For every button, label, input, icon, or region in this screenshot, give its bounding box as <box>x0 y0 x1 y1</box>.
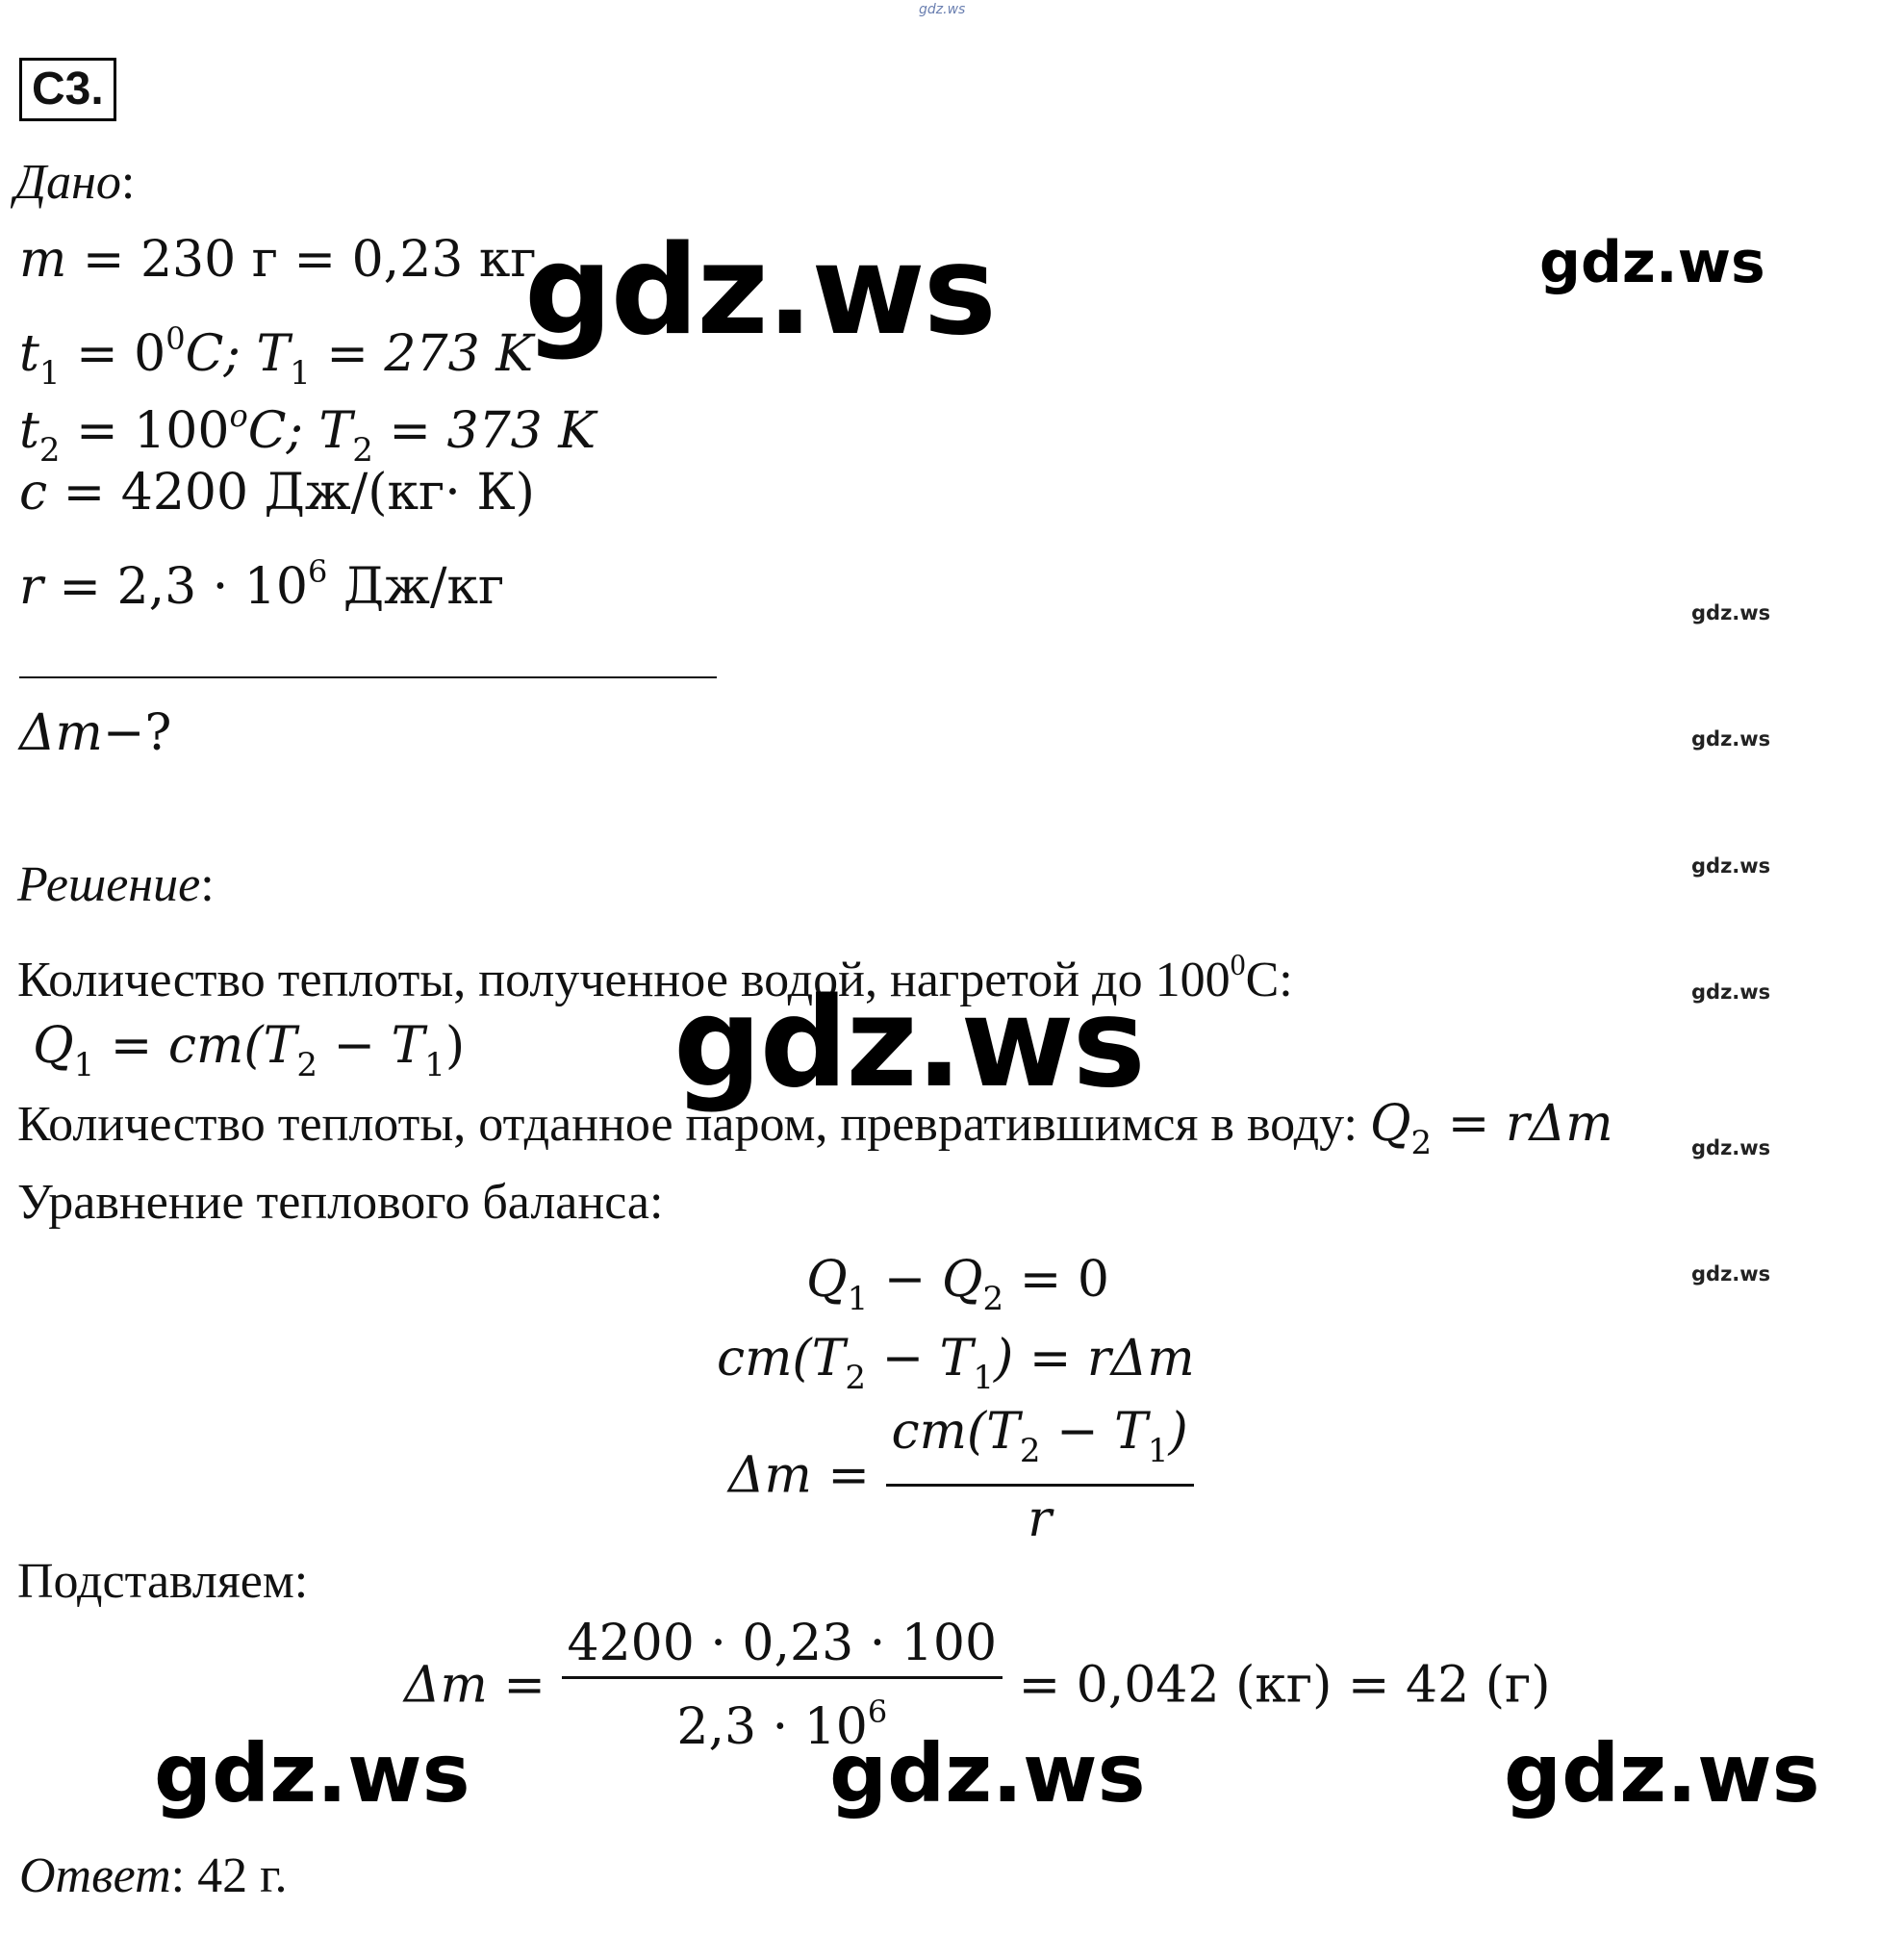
eq3-lhs: Δm = <box>728 1446 870 1505</box>
t2-sub: 2 <box>38 431 61 470</box>
given-mass-symbol: m <box>19 231 67 289</box>
t2-unit: C; <box>247 402 319 460</box>
eq1-Q1: Q <box>806 1251 848 1309</box>
answer-colon: : <box>170 1848 186 1903</box>
eq4-numerator: 4200 · 0,23 · 100 <box>562 1615 1003 1679</box>
watermark-mid-top-right: gdz.ws <box>1539 229 1765 296</box>
t2-eq: = 100 <box>76 402 230 460</box>
given-mass-value: = 230 г = 0,23 кг <box>82 231 537 289</box>
eq3-num-s2: 2 <box>1019 1432 1041 1470</box>
r-value: = 2,3 · 10 <box>59 558 308 616</box>
eq2-s2: 2 <box>845 1359 867 1397</box>
r-unit: Дж/кг <box>327 558 505 616</box>
r-exponent: 6 <box>307 553 328 590</box>
equation-expanded <box>717 1328 1195 1409</box>
given-mass <box>19 229 537 291</box>
q1-close: ) <box>444 1017 466 1075</box>
T2-value: = 373 K <box>389 402 597 460</box>
given-c <box>19 462 535 523</box>
q1-text-body: Количество теплоты, полученное водой, нагретой до 100 <box>17 953 1231 1007</box>
q2-line <box>17 1093 1613 1174</box>
q1-unit: С: <box>1245 953 1293 1007</box>
eq3-num-close: ) <box>1168 1403 1188 1461</box>
r-symbol: r <box>19 558 43 616</box>
q1-formula <box>33 1015 465 1096</box>
eq2-lhs: cm(T <box>717 1330 846 1388</box>
watermark-big-1: gdz.ws <box>524 219 995 363</box>
t2-symbol: t <box>19 402 39 460</box>
given-heading: Дано: <box>14 155 136 210</box>
solution-heading-text: Решение <box>17 857 201 912</box>
answer-label: Ответ <box>19 1848 171 1903</box>
q1-Q: Q <box>33 1017 74 1075</box>
q1-T1-sub: 1 <box>424 1046 445 1084</box>
t1-unit: C; <box>185 325 257 383</box>
watermark-small-2: gdz.ws <box>1691 727 1771 751</box>
t1-eq: = 0 <box>76 325 166 383</box>
eq2-rhs: ) = rΔm <box>994 1330 1195 1388</box>
eq3-numerator <box>886 1403 1194 1487</box>
watermark-small-3: gdz.ws <box>1691 854 1771 878</box>
q2-text: Количество теплоты, отданное паром, превратившимся в воду: <box>17 1097 1370 1152</box>
watermark-small-4: gdz.ws <box>1691 980 1771 1004</box>
q2-Q: Q <box>1369 1095 1411 1153</box>
find-suffix: −? <box>102 704 172 762</box>
equation-solved <box>728 1403 1194 1548</box>
eq3-num-s1: 1 <box>1147 1432 1169 1470</box>
eq3-fraction <box>886 1403 1194 1548</box>
t2-degree: o <box>229 397 248 434</box>
watermark-bottom-center: gdz.ws <box>829 1726 1146 1820</box>
balance-text: Уравнение теплового баланса: <box>17 1175 664 1230</box>
answer-line <box>19 1846 288 1907</box>
watermark-small-1: gdz.ws <box>1691 601 1771 624</box>
given-heading-text: Дано <box>14 155 121 210</box>
q1-mid: = cm(T <box>94 1017 297 1075</box>
t1-degree: 0 <box>165 320 186 357</box>
answer-value: 42 г. <box>185 1848 288 1903</box>
eq4-den-a: 2,3 · 10 <box>676 1698 868 1756</box>
eq4-den-exp: 6 <box>867 1693 888 1730</box>
watermark-bottom-left: gdz.ws <box>154 1726 470 1820</box>
problem-label: C3. <box>19 58 116 121</box>
t1-sub: 1 <box>38 354 61 393</box>
given-divider <box>19 676 717 678</box>
q1-Q-sub: 1 <box>73 1046 95 1084</box>
q1-T2-sub: 2 <box>296 1046 317 1084</box>
eq4-lhs: Δm = <box>404 1656 546 1715</box>
T1-symbol: T <box>256 325 291 383</box>
t1-symbol: t <box>19 325 39 383</box>
eq1-minus: − Q <box>868 1251 983 1309</box>
watermark-big-2: gdz.ws <box>673 972 1144 1115</box>
eq2-s1: 1 <box>973 1359 994 1397</box>
substitute-text: Подставляем: <box>17 1554 309 1609</box>
eq2-minus: − T <box>866 1330 974 1388</box>
q1-minus: − T <box>317 1017 425 1075</box>
T1-sub: 1 <box>290 354 311 393</box>
find-line <box>19 702 171 764</box>
eq1-s2: 2 <box>982 1280 1004 1318</box>
eq1-s1: 1 <box>847 1280 869 1318</box>
T2-symbol: T <box>318 402 353 460</box>
c-value: = 4200 Дж/(кг· К) <box>63 464 535 522</box>
T1-value: = 273 K <box>326 325 534 383</box>
watermark-small-6: gdz.ws <box>1691 1262 1771 1286</box>
solution-heading: Решение: <box>17 857 215 912</box>
watermark-bottom-right: gdz.ws <box>1504 1726 1820 1820</box>
watermark-top: gdz.ws <box>919 2 966 17</box>
eq4-rhs: = 0,042 (кг) = 42 (г) <box>1018 1656 1551 1715</box>
eq3-num-a: cm(T <box>891 1403 1020 1461</box>
eq3-num-minus: − T <box>1040 1403 1148 1461</box>
q2-Q-sub: 2 <box>1410 1124 1433 1162</box>
q2-rhs: = rΔm <box>1432 1095 1613 1153</box>
eq3-denominator: r <box>1028 1490 1053 1548</box>
T2-sub: 2 <box>352 431 373 470</box>
eq1-rhs: = 0 <box>1003 1251 1109 1309</box>
watermark-small-5: gdz.ws <box>1691 1136 1771 1159</box>
equation-balance <box>806 1249 1109 1330</box>
q1-degree: 0 <box>1230 947 1246 981</box>
c-symbol: c <box>19 464 48 522</box>
find-symbol: Δm <box>19 704 103 762</box>
given-r <box>19 541 504 618</box>
